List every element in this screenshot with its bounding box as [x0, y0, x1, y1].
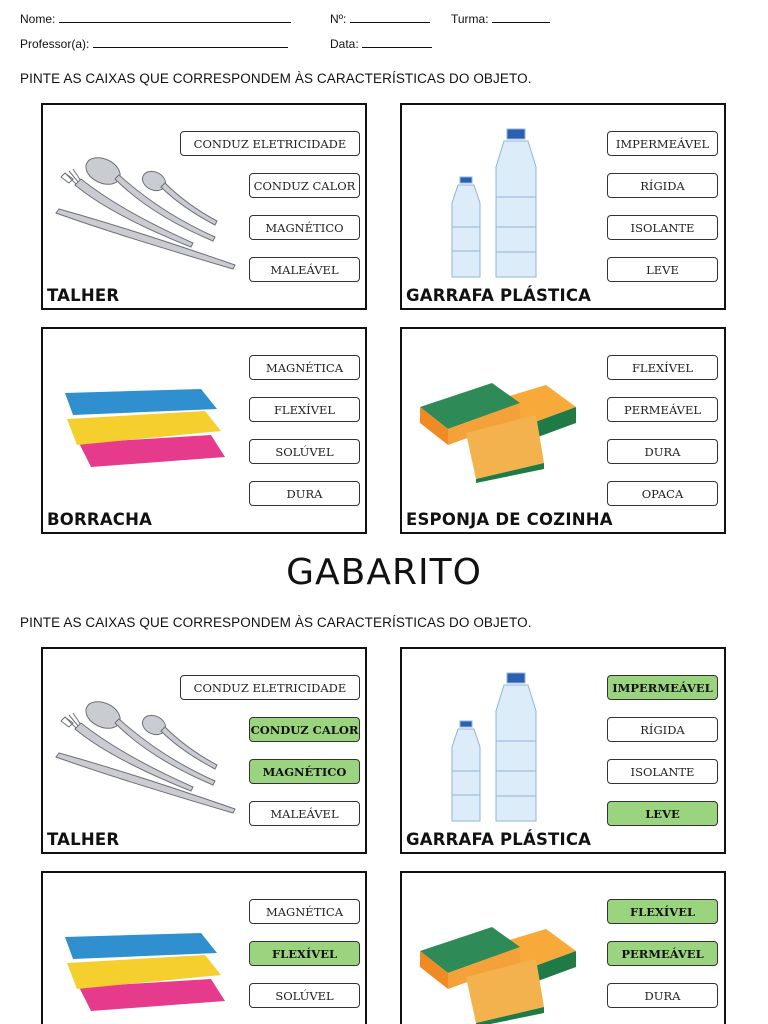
- numero-label: Nº:: [330, 12, 347, 26]
- option-tag[interactable]: MAGNÉTICO: [249, 215, 360, 240]
- data-line[interactable]: [362, 38, 432, 48]
- option-tag[interactable]: CONDUZ CALOR: [249, 173, 360, 198]
- object-name: TALHER: [47, 830, 120, 849]
- instruction-text: PINTE AS CAIXAS QUE CORRESPONDEM ÀS CARACTERÍSTICAS DO OBJETO.: [20, 71, 532, 86]
- answer-tag[interactable]: MALEÁVEL: [249, 801, 360, 826]
- answer-tag[interactable]: FLEXÍVEL: [607, 899, 718, 924]
- option-tag[interactable]: OPACA: [607, 481, 718, 506]
- professor-label: Professor(a):: [20, 37, 90, 51]
- cutlery-image: [51, 699, 241, 827]
- nome-field[interactable]: [20, 12, 291, 26]
- option-tag[interactable]: PERMEÁVEL: [607, 397, 718, 422]
- object-name: TALHER: [47, 286, 120, 305]
- answer-tag[interactable]: MAGNÉTICO: [249, 759, 360, 784]
- nome-label: Nome:: [20, 12, 56, 26]
- bottle-image: [446, 671, 542, 825]
- answer-tag[interactable]: DURA: [607, 983, 718, 1008]
- option-tag[interactable]: RÍGIDA: [607, 173, 718, 198]
- gabarito-title: GABARITO: [286, 552, 482, 593]
- answer-tag[interactable]: PERMEÁVEL: [607, 941, 718, 966]
- card-esponja: [400, 327, 726, 534]
- turma-field[interactable]: [451, 12, 550, 26]
- option-tag[interactable]: MAGNÉTICA: [249, 355, 360, 380]
- option-tag[interactable]: MALEÁVEL: [249, 257, 360, 282]
- turma-line[interactable]: [492, 13, 550, 23]
- numero-field[interactable]: [330, 12, 430, 26]
- sponge-image: [416, 907, 582, 1024]
- answer-tag[interactable]: ISOLANTE: [607, 759, 718, 784]
- option-tag[interactable]: CONDUZ ELETRICIDADE: [180, 131, 360, 156]
- professor-line[interactable]: [93, 38, 288, 48]
- object-name: BORRACHA: [47, 510, 153, 529]
- answer-tag[interactable]: CONDUZ CALOR: [249, 717, 360, 742]
- object-name: ESPONJA DE COZINHA: [406, 510, 613, 529]
- card-esponja-answers: [400, 871, 726, 1024]
- card-garrafa-answers: [400, 647, 726, 854]
- option-tag[interactable]: FLEXÍVEL: [249, 397, 360, 422]
- card-talher: [41, 103, 367, 310]
- professor-field[interactable]: [20, 37, 288, 51]
- answer-tag[interactable]: FLEXÍVEL: [249, 941, 360, 966]
- answer-tag[interactable]: MAGNÉTICA: [249, 899, 360, 924]
- bottle-image: [446, 127, 542, 281]
- data-field[interactable]: [330, 37, 432, 51]
- answer-tag[interactable]: CONDUZ ELETRICIDADE: [180, 675, 360, 700]
- eraser-image: [61, 927, 231, 1013]
- numero-line[interactable]: [350, 13, 430, 23]
- instruction-text-answers: PINTE AS CAIXAS QUE CORRESPONDEM ÀS CARACTERÍSTICAS DO OBJETO.: [20, 615, 532, 630]
- turma-label: Turma:: [451, 12, 489, 26]
- nome-line[interactable]: [59, 13, 291, 23]
- card-talher-answers: [41, 647, 367, 854]
- card-borracha-answers: [41, 871, 367, 1024]
- card-garrafa: [400, 103, 726, 310]
- answer-tag[interactable]: LEVE: [607, 801, 718, 826]
- card-borracha: [41, 327, 367, 534]
- answer-tag[interactable]: SOLÚVEL: [249, 983, 360, 1008]
- answer-tag[interactable]: RÍGIDA: [607, 717, 718, 742]
- option-tag[interactable]: FLEXÍVEL: [607, 355, 718, 380]
- eraser-image: [61, 383, 231, 469]
- option-tag[interactable]: LEVE: [607, 257, 718, 282]
- answer-tag[interactable]: IMPERMEÁVEL: [607, 675, 718, 700]
- option-tag[interactable]: IMPERMEÁVEL: [607, 131, 718, 156]
- option-tag[interactable]: DURA: [249, 481, 360, 506]
- sponge-image: [416, 363, 582, 483]
- data-label: Data:: [330, 37, 359, 51]
- option-tag[interactable]: SOLÚVEL: [249, 439, 360, 464]
- option-tag[interactable]: ISOLANTE: [607, 215, 718, 240]
- object-name: GARRAFA PLÁSTICA: [406, 286, 592, 305]
- object-name: GARRAFA PLÁSTICA: [406, 830, 592, 849]
- option-tag[interactable]: DURA: [607, 439, 718, 464]
- cutlery-image: [51, 155, 241, 283]
